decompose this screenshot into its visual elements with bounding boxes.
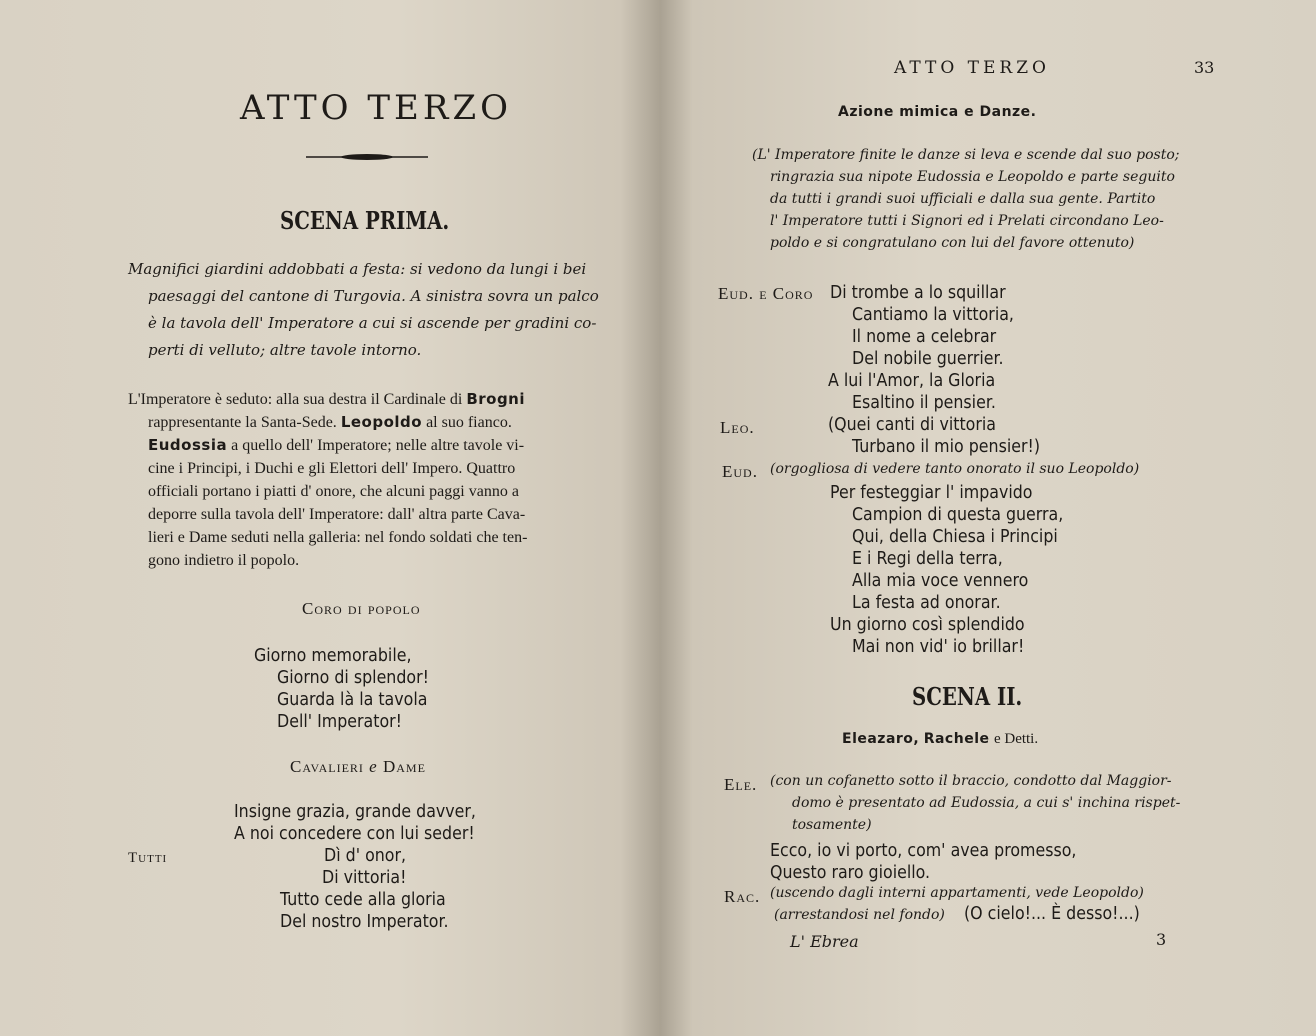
verse-line: Del nobile guerrier. bbox=[852, 348, 1004, 369]
heading-word: Cavalieri bbox=[290, 757, 364, 776]
description-line: gono indietro il popolo. bbox=[148, 552, 300, 569]
verse-line: (Quei canti di vittoria bbox=[828, 414, 996, 435]
stage-direction-line: (orgogliosa di vedere tanto onorato il suo Leopoldo) bbox=[770, 461, 1140, 477]
description-line bbox=[128, 388, 525, 411]
setting-line: Magnifici giardini addobbati a festa: si vedono da lungi i bei bbox=[128, 260, 587, 278]
verse-line: Alla mia voce vennero bbox=[852, 570, 1029, 591]
description-line: officiali portano i piatti d' onore, che alcuni paggi vanno a bbox=[148, 483, 519, 500]
verse-line: Ecco, io vi porto, com' avea promesso, bbox=[770, 840, 1077, 861]
speaker-leo: Leo. bbox=[720, 418, 755, 437]
verse-line: Campion di questa guerra, bbox=[852, 504, 1064, 525]
description-line: cine i Principi, i Duchi e gli Elettori dell' Impero. Quattro bbox=[148, 460, 516, 477]
speaker-eud: Eud. bbox=[722, 462, 758, 481]
stage-direction-line: tosamente) bbox=[792, 817, 872, 833]
stage-direction-line: (con un cofanetto sotto il braccio, condotto dal Maggior- bbox=[770, 773, 1172, 789]
verse-line: Insigne grazia, grande davver, bbox=[234, 801, 476, 822]
speaker-eud-coro: Eud. e Coro bbox=[718, 284, 814, 303]
verse-line: A lui l'Amor, la Gloria bbox=[828, 370, 996, 391]
verse-line: Per festeggiar l' impavido bbox=[830, 482, 1033, 503]
verse-line: La festa ad onorar. bbox=[852, 592, 1001, 613]
stage-direction-line: (L' Imperatore finite le danze si leva e scende dal suo posto; bbox=[752, 147, 1180, 163]
page-number: 33 bbox=[1194, 58, 1215, 77]
stage-direction-line: (uscendo dagli interni appartamenti, vede Leopoldo) bbox=[770, 885, 1144, 901]
description-text: al suo fianco. bbox=[426, 414, 512, 431]
character-name-brogni: Brogni bbox=[466, 390, 526, 408]
verse-line: Di vittoria! bbox=[322, 867, 407, 888]
verse-line: Questo raro gioiello. bbox=[770, 862, 931, 883]
stage-direction-line: ringrazia sua nipote Eudossia e Leopoldo e parte seguito bbox=[770, 169, 1175, 185]
verse-line: Dì d' onor, bbox=[324, 845, 407, 866]
heading-word: e bbox=[369, 757, 378, 776]
stage-direction-line: l' Imperatore tutti i Signori ed i Prelati circondano Leo- bbox=[770, 213, 1164, 229]
footer-signature-number: 3 bbox=[1156, 930, 1167, 949]
setting-line: paesaggi del cantone di Turgovia. A sinistra sovra un palco bbox=[148, 287, 599, 305]
stage-direction-line: poldo e si congratulano con lui del favore ottenuto) bbox=[770, 235, 1135, 251]
character-name-eleazaro: Eleazaro, bbox=[842, 731, 920, 747]
verse-line: Di trombe a lo squillar bbox=[830, 282, 1006, 303]
stage-direction-line: da tutti i grandi suoi ufficiali e dalla sua gente. Partito bbox=[770, 191, 1156, 207]
act-title: ATTO TERZO bbox=[240, 88, 512, 128]
verse-line: E i Regi della terra, bbox=[852, 548, 1003, 569]
character-name-rachele: Rachele bbox=[923, 731, 990, 747]
ornament-divider bbox=[304, 150, 430, 164]
cavalieri-heading bbox=[290, 757, 426, 777]
setting-line: perti di velluto; altre tavole intorno. bbox=[148, 341, 422, 359]
description-line: lieri e Dame seduti nella galleria: nel fondo soldati che ten- bbox=[148, 529, 528, 546]
verse-line: Tutto cede alla gloria bbox=[280, 889, 446, 910]
verse-line: Giorno di splendor! bbox=[277, 667, 429, 688]
heading-word: Dame bbox=[382, 757, 426, 776]
verse-line: (O cielo!... È desso!...) bbox=[964, 903, 1140, 924]
running-head: ATTO TERZO bbox=[894, 58, 1050, 78]
scene-title: SCENA PRIMA. bbox=[280, 206, 450, 235]
stage-direction-line: domo è presentato ad Eudossia, a cui s' inchina rispet- bbox=[792, 795, 1181, 811]
verse-line: Mai non vid' io brillar! bbox=[852, 636, 1025, 657]
verse-line: Il nome a celebrar bbox=[852, 326, 997, 347]
speaker-ele: Ele. bbox=[724, 775, 758, 794]
verse-line: Guarda là la tavola bbox=[277, 689, 428, 710]
character-name-eudossia: Eudossia bbox=[148, 436, 228, 454]
right-page bbox=[660, 0, 1316, 1036]
character-name-detti: e Detti. bbox=[993, 731, 1039, 747]
description-line bbox=[148, 411, 512, 434]
verse-line: Esaltino il pensier. bbox=[852, 392, 996, 413]
description-text: L'Imperatore è seduto: alla sua destra il Cardinale di bbox=[128, 391, 463, 408]
verse-line: Giorno memorabile, bbox=[254, 645, 412, 666]
verse-line: Qui, della Chiesa i Principi bbox=[852, 526, 1058, 547]
speaker-rac: Rac. bbox=[724, 887, 761, 906]
setting-line: è la tavola dell' Imperatore a cui si ascende per gradini co- bbox=[148, 314, 597, 332]
verse-line: Un giorno così splendido bbox=[830, 614, 1025, 635]
speaker-tutti: Tutti bbox=[128, 850, 168, 866]
stage-direction-line: (arrestandosi nel fondo) bbox=[774, 907, 945, 923]
verse-line: Turbano il mio pensier!) bbox=[852, 436, 1041, 457]
section-heading: Azione mimica e Danze. bbox=[838, 104, 1037, 120]
description-text: rappresentante la Santa-Sede. bbox=[148, 414, 337, 431]
description-text: a quello dell' Imperatore; nelle altre tavole vi- bbox=[231, 437, 525, 454]
character-name-leopoldo: Leopoldo bbox=[340, 413, 423, 431]
verse-line: Cantiamo la vittoria, bbox=[852, 304, 1014, 325]
description-line: deporre sulla tavola dell' Imperatore: dall' altra parte Cava- bbox=[148, 506, 526, 523]
verse-line: Dell' Imperator! bbox=[277, 711, 403, 732]
scene2-characters bbox=[842, 731, 1038, 748]
verse-line: Del nostro Imperator. bbox=[280, 911, 449, 932]
scene2-title: SCENA II. bbox=[912, 682, 1023, 711]
description-line bbox=[148, 434, 524, 457]
verse-line: A noi concedere con lui seder! bbox=[234, 823, 475, 844]
coro-heading: Coro di popolo bbox=[302, 599, 421, 618]
footer-signature: L' Ebrea bbox=[790, 932, 859, 951]
